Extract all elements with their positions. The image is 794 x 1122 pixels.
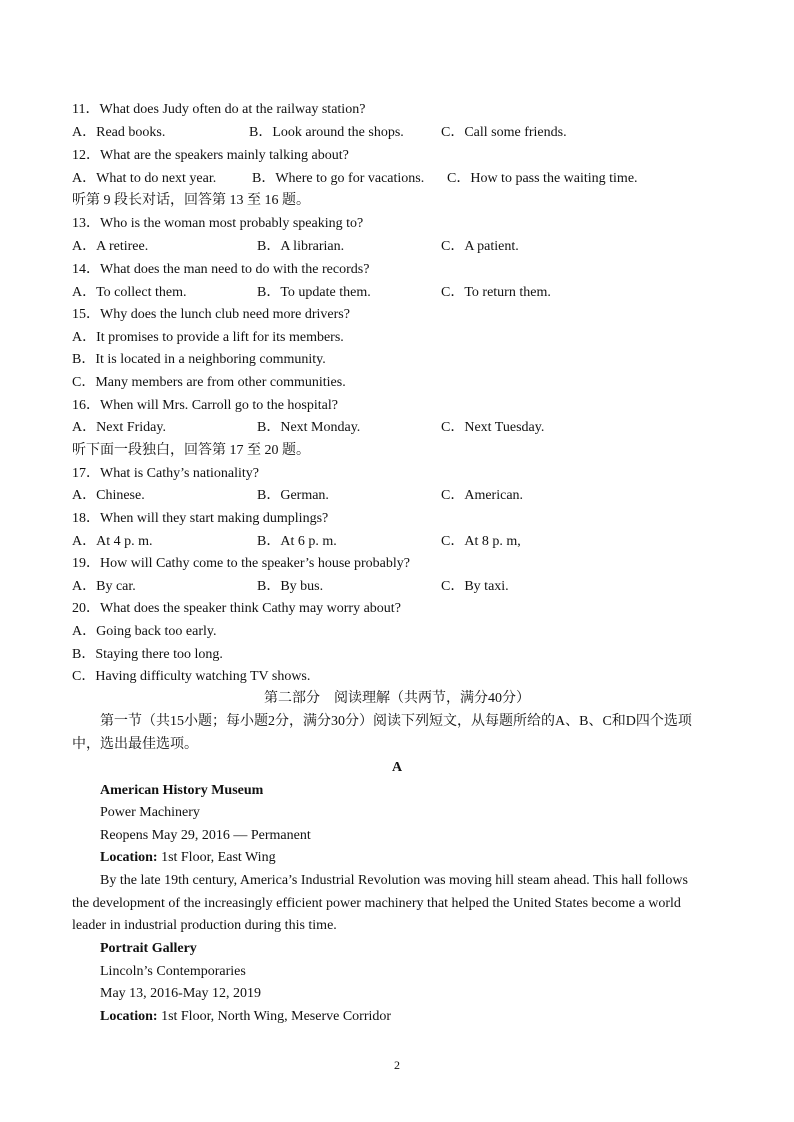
- location-value: 1st Floor, East Wing: [157, 850, 276, 865]
- exhibit2-title: Lincoln’s Contemporaries: [100, 964, 246, 979]
- q17-stem: 17．What is Cathy’s nationality?: [72, 466, 260, 481]
- q15-option-a: A．It promises to provide a lift for its members.: [72, 330, 344, 345]
- section-10-instruction: 听下面一段独白，回答第 17 至 20 题。: [72, 443, 310, 458]
- q13-option-c: C．A patient.: [441, 239, 519, 254]
- q14-option-a: A．To collect them.: [72, 285, 187, 300]
- q16-stem: 16．When will Mrs. Carroll go to the hospital?: [72, 398, 338, 413]
- q15-stem: 15．Why does the lunch club need more drivers?: [72, 307, 350, 322]
- exhibit2-dates: May 13, 2016-May 12, 2019: [100, 986, 261, 1001]
- q15-option-c: C．Many members are from other communities.: [72, 375, 346, 390]
- exhibit2-location: [100, 1008, 391, 1026]
- exhibit1-reopens: Reopens May 29, 2016 — Permanent: [100, 828, 311, 843]
- q18-option-a: A．At 4 p. m.: [72, 534, 153, 549]
- q20-option-c: C．Having difficulty watching TV shows.: [72, 669, 311, 684]
- q17-option-b: B．German.: [257, 488, 329, 503]
- q12-option-a: A．What to do next year.: [72, 171, 217, 186]
- museum-heading: American History Museum: [100, 783, 264, 798]
- q19-option-c: C．By taxi.: [441, 579, 509, 594]
- section-9-instruction: 听第 9 段长对话，回答第 13 至 16 题。: [72, 193, 310, 208]
- q17-options: [72, 487, 772, 505]
- location-label: Location:: [100, 850, 158, 865]
- gallery-heading: Portrait Gallery: [100, 941, 197, 956]
- exhibit1-location: [100, 849, 276, 867]
- q19-option-a: A．By car.: [72, 579, 136, 594]
- exhibit1-paragraph-line3: leader in industrial production during this time.: [72, 918, 337, 933]
- q14-options: [72, 284, 772, 302]
- q18-option-c: C．At 8 p. m,: [441, 534, 521, 549]
- q13-stem: 13．Who is the woman most probably speaking to?: [72, 216, 364, 231]
- q20-option-b: B．Staying there too long.: [72, 647, 223, 662]
- q17-option-a: A．Chinese.: [72, 488, 145, 503]
- q18-options: [72, 533, 772, 551]
- q20-stem: 20．What does the speaker think Cathy may worry about?: [72, 601, 401, 616]
- q12-option-c: C．How to pass the waiting time.: [447, 171, 638, 186]
- q18-option-b: B．At 6 p. m.: [257, 534, 337, 549]
- location-value: 1st Floor, North Wing, Meserve Corridor: [157, 1009, 392, 1024]
- q18-stem: 18．When will they start making dumplings?: [72, 511, 329, 526]
- q13-option-a: A．A retiree.: [72, 239, 149, 254]
- q16-option-b: B．Next Monday.: [257, 420, 361, 435]
- q20-option-a: A．Going back too early.: [72, 624, 217, 639]
- q11-options: [72, 124, 772, 142]
- exhibit1-paragraph-line2: the development of the increasingly efficient power machinery that helped the United States become a world: [72, 896, 681, 911]
- q12-stem: 12．What are the speakers mainly talking about?: [72, 148, 349, 163]
- q17-option-c: C．American.: [441, 488, 524, 503]
- location-label: Location:: [100, 1009, 158, 1024]
- q11-stem: 11．What does Judy often do at the railway station?: [72, 102, 366, 117]
- exhibit1-paragraph-line1: By the late 19th century, America’s Industrial Revolution was moving hill steam ahead. This hall follows: [100, 873, 688, 888]
- part2-title: 第二部分 阅读理解（共两节，满分40分）: [264, 691, 530, 706]
- q13-options: [72, 238, 772, 256]
- passage-label: A: [391, 760, 403, 775]
- page-number: 2: [394, 1058, 400, 1072]
- q11-option-a: A．Read books.: [72, 125, 166, 140]
- part2-instruction-line2: 中，选出最佳选项。: [72, 737, 198, 752]
- q19-options: [72, 578, 772, 596]
- q11-option-c: C．Call some friends.: [441, 125, 567, 140]
- q16-options: [72, 419, 772, 437]
- q12-options: [72, 170, 772, 188]
- q11-option-b: B．Look around the shops.: [249, 125, 404, 140]
- q12-option-b: B．Where to go for vacations.: [252, 171, 425, 186]
- q19-stem: 19．How will Cathy come to the speaker’s house probably?: [72, 556, 411, 571]
- exhibit1-title: Power Machinery: [100, 805, 200, 820]
- q19-option-b: B．By bus.: [257, 579, 324, 594]
- part2-instruction-line1: 第一节（共15小题；每小题2分，满分30分）阅读下列短文，从每题所给的A、B、C和D四个选项: [100, 714, 692, 729]
- q14-option-c: C．To return them.: [441, 285, 551, 300]
- q14-option-b: B．To update them.: [257, 285, 371, 300]
- q16-option-c: C．Next Tuesday.: [441, 420, 545, 435]
- q14-stem: 14．What does the man need to do with the records?: [72, 262, 370, 277]
- q13-option-b: B．A librarian.: [257, 239, 345, 254]
- q16-option-a: A．Next Friday.: [72, 420, 166, 435]
- q15-option-b: B．It is located in a neighboring community.: [72, 352, 326, 367]
